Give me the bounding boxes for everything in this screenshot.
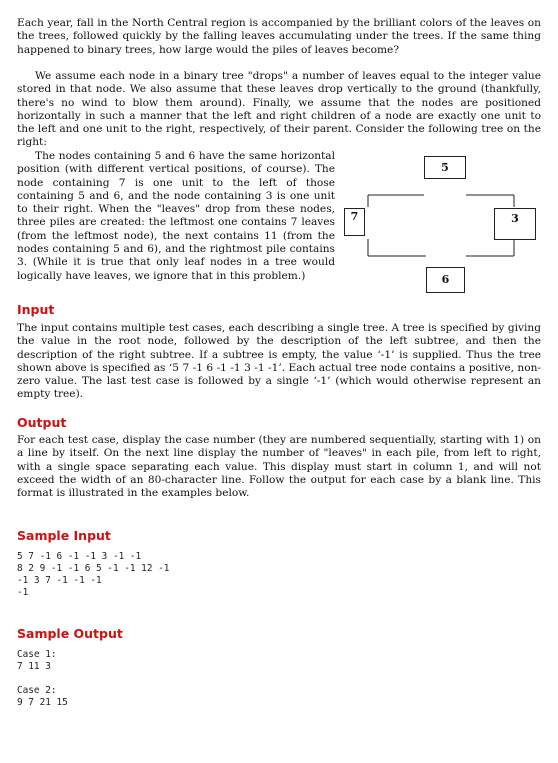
sample-output-code: Case 1: 7 11 3 Case 2: 9 7 21 15 — [17, 649, 68, 708]
tree-node-left: 7 — [344, 208, 365, 236]
input-description: The input contains multiple test cases, each describing a single tree. A tree is specified by giving the value in the root node, followed by the description of the left subtree, and then the description of the right subtree. If a subtree is empty, the value ‘-1’ is supplied. Thus the tree shown above is specified as ‘5 7 -1 6 -1 -1 3 -1 -1’. Each actual tree node contains a positive, non-zero value. The last test case is followed by a single ‘-1’ (which would otherwise represent an empty tree). — [17, 322, 541, 401]
tree-node-bottom: 6 — [426, 267, 465, 293]
intro-paragraph-3: The nodes containing 5 and 6 have the same horizontal position (with different vertical positions, of course). The node containing 7 is one unit to the left of those containing 5 and 6, and the node containing 3 is one unit to their right. When the "leaves" drop from these nodes, three piles are created: the leftmost one contains 7 leaves (from the leftmost node), the next contains 11 (from the nodes containing 5 and 6), and the rightmost pile contains 3. (While it is true that only leaf nodes in a tree would logically have leaves, we ignore that in this problem.) — [17, 150, 335, 282]
intro-paragraph-2: We assume each node in a binary tree "drops" a number of leaves equal to the integer value stored in that node. We also assume that these leaves drop vertically to the ground (thankfully, there's no wind to blow them around). Finally, we assume that the nodes are positioned horizontally in such a manner that the left and right children of a node are exactly one unit to the left and one unit to the right, respectively, of their parent. Consider the following tree on the right: — [17, 70, 541, 149]
output-description: For each test case, display the case number (they are numbered sequentially, starting with 1) on a line by itself. On the next line display the number of "leaves" in each pile, from left to right, with a single space separating each value. This display must start in column 1, and will not exceed the width of an 80-character line. Follow the output for each case by a blank line. This format is illustrated in the examples below. — [17, 434, 541, 500]
sample-input-heading: Sample Input — [17, 528, 111, 543]
sample-output-heading: Sample Output — [17, 626, 123, 641]
intro-paragraph-1: Each year, fall in the North Central region is accompanied by the brilliant colors of the leaves on the trees, followed quickly by the falling leaves accumulating under the trees. If the same thing happened to binary trees, how large would the piles of leaves become? — [17, 17, 541, 56]
input-heading: Input — [17, 302, 55, 317]
tree-node-root: 5 — [424, 156, 466, 179]
tree-diagram — [344, 152, 552, 300]
sample-input-code: 5 7 -1 6 -1 -1 3 -1 -1 8 2 9 -1 -1 6 5 -1 -1 12 -1 -1 3 7 -1 -1 -1 -1 — [17, 551, 170, 598]
output-heading: Output — [17, 415, 67, 430]
tree-node-right: 3 — [494, 208, 536, 240]
